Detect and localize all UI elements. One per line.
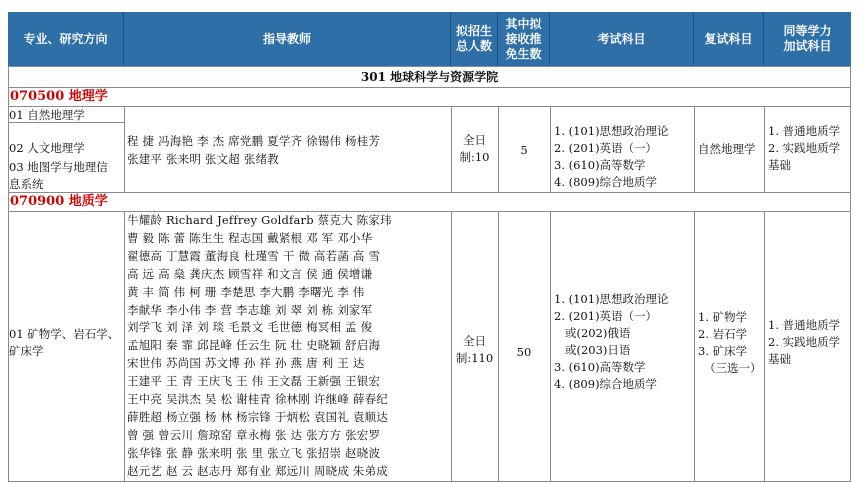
total-enrollment: 全日 制:10 <box>459 133 490 164</box>
retest-subjects: 自然地理学 <box>698 141 756 156</box>
teacher-line: 张华锋 张 静 张来明 张 里 张立飞 张招崇 赵晓波 <box>127 445 381 460</box>
teacher-line: 高 远 高 燊 龚庆杰 顾雪祥 和文言 侯 通 侯增谦 <box>127 266 373 281</box>
header-teachers: 指导教师 <box>124 12 451 66</box>
teacher-line: 李献华 李小伟 李 营 李志雄 刘 翠 刘 栋 刘家军 <box>127 302 373 317</box>
header-total: 拟招生 总人数 <box>451 12 498 66</box>
teacher-line: 黄 丰 简 伟 柯 珊 李楚思 李大鹏 李曙光 李 伟 <box>127 284 365 299</box>
teacher-line: 曾 强 曾云川 詹琼窑 章永梅 张 达 张方方 张宏罗 <box>127 427 381 442</box>
teacher-line: 刘学飞 刘 泽 刘 琰 毛景文 毛世德 梅冥相 孟 俊 <box>127 320 373 335</box>
direction-item: 01 矿物学、岩石学、 <box>9 327 120 341</box>
teacher-line: 孟旭阳 秦 霏 邱昆峰 任云生 阮 壮 史晓颖 舒启海 <box>127 338 381 353</box>
header-equiv: 同等学力 加试科目 <box>783 24 832 53</box>
teacher-line: 王建平 王 青 王庆飞 王 伟 王文磊 王新强 王银宏 <box>127 374 381 389</box>
teacher-line: 曹 毅 陈 蕾 陈生生 程志国 戴紧根 邓 军 邓小华 <box>127 230 373 245</box>
direction-item: 02 人文地理学 <box>9 141 85 155</box>
exam-subjects: 1. (101)思想政治理论 2. (201)英语（一） 3. (610)高等数学 4. (809)综合地质学 <box>554 124 669 189</box>
college-title: 301 地球科学与资源学院 <box>360 70 499 84</box>
total-enrollment: 全日 制:110 <box>455 334 494 365</box>
teacher-line: 王中亮 吴洪杰 吴 松 谢桂青 徐林刚 许继峰 薛春纪 <box>127 392 388 407</box>
direction-item: 01 自然地理学 <box>9 108 85 122</box>
major-title: 070900 地质学 <box>10 194 108 209</box>
direction-item: 息系统 <box>9 177 44 191</box>
teacher-line: 薛胜超 杨立强 杨 林 杨宗锋 于炳松 袁国礼 袁顺达 <box>127 409 388 424</box>
table-header <box>8 12 851 66</box>
teacher-line: 张建平 张来明 张文超 张绪教 <box>127 152 279 166</box>
header-exam: 考试科目 <box>550 12 694 66</box>
teacher-line: 程 捷 冯海艳 李 杰 席党鹏 夏学齐 徐锡伟 杨桂芳 <box>127 134 381 148</box>
equiv-subjects: 1. 普通地质学 2. 实践地质学 基础 <box>768 124 841 172</box>
direction-item: 03 地图学与地理信 <box>9 160 108 174</box>
exempt-count: 5 <box>520 142 528 157</box>
exempt-count: 50 <box>516 344 532 359</box>
teacher-list <box>125 212 451 481</box>
direction-item: 矿床学 <box>9 344 44 358</box>
teacher-line: 翟德高 丁慧霞 董海良 杜瑾雪 干 微 高若菡 高 雪 <box>127 248 381 263</box>
retest-subjects: 1. 矿物学 2. 岩石学 3. 矿床学 （三选一） <box>698 310 762 375</box>
teacher-line: 宋世伟 苏尚国 苏文博 孙 祥 孙 燕 唐 利 王 达 <box>127 356 365 371</box>
header-direction: 专业、研究方向 <box>8 12 124 66</box>
teacher-line: 赵元艺 赵 云 赵志丹 郑有业 郑远川 周晓成 朱弟成 <box>127 463 388 478</box>
major-title: 070500 地理学 <box>10 89 108 104</box>
teacher-line: 牛耀龄 Richard Jeffrey Goldfarb 蔡克大 陈家玮 <box>127 213 392 227</box>
header-retest: 复试科目 <box>694 12 764 66</box>
header-exempt: 其中拟 接收推 免生数 <box>498 12 550 66</box>
equiv-subjects: 1. 普通地质学 2. 实践地质学 基础 <box>768 318 841 366</box>
exam-subjects: 1. (101)思想政治理论 2. (201)英语（一） 或(202)俄语 或(203)日语 3. (610)高等数学 4. (809)综合地质学 <box>554 292 669 391</box>
